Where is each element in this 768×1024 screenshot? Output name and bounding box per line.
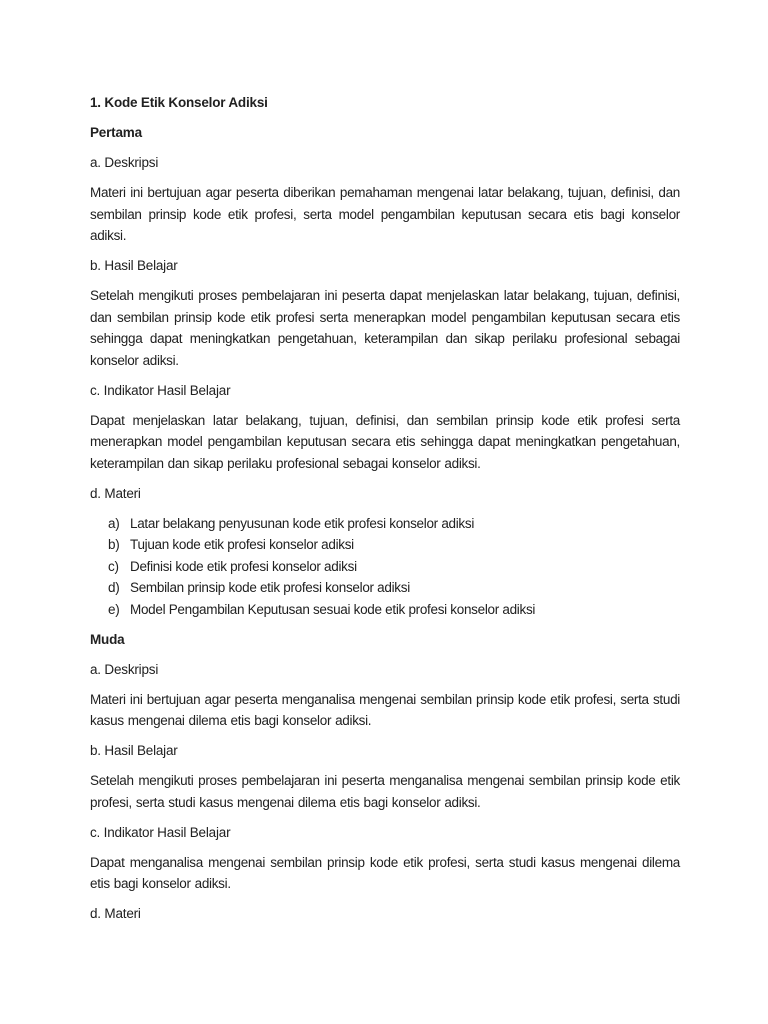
list-item	[108, 513, 680, 535]
list-item	[108, 599, 680, 621]
section-heading-pertama: Pertama	[90, 125, 142, 140]
list-item-text: Model Pengambilan Keputusan sesuai kode etik profesi konselor adiksi	[130, 601, 536, 617]
list-item-marker: a)	[108, 515, 120, 531]
list-item-text: Tujuan kode etik profesi konselor adiksi	[130, 537, 354, 552]
pertama-paragraph-hasil-belajar: Setelah mengikuti proses pembelajaran ini peserta dapat menjelaskan latar belakang, tujuan, definisi, dan sembilan prinsip kode etik profesi serta menerapkan model pengambilan keputusan secara etis sehingga dapat meningkatkan pengetahuan, keterampilan dan sikap perilaku profesional sebagai konselor adiksi.	[90, 288, 680, 368]
muda-subheading-hasil-belajar: b. Hasil Belajar	[90, 743, 178, 758]
pertama-subheading-indikator: c. Indikator Hasil Belajar	[90, 382, 231, 398]
list-item-text: Latar belakang penyusunan kode etik profesi konselor adiksi	[130, 515, 475, 531]
list-item-text: Definisi kode etik profesi konselor adiksi	[130, 558, 357, 574]
pertama-paragraph-deskripsi: Materi ini bertujuan agar peserta diberikan pemahaman mengenai latar belakang, tujuan, definisi, dan sembilan prinsip kode etik profesi, serta model pengambilan keputusan secara etis bagi konselor adiksi.	[90, 185, 680, 243]
muda-subheading-materi: d. Materi	[90, 906, 141, 921]
list-item-text: Sembilan prinsip kode etik profesi konselor adiksi	[130, 580, 410, 595]
list-item	[108, 577, 680, 599]
pertama-paragraph-indikator: Dapat menjelaskan latar belakang, tujuan, definisi, dan sembilan prinsip kode etik profesi serta menerapkan model pengambilan keputusan secara etis sehingga dapat meningkatkan pengetahuan, keterampilan dan sikap perilaku profesional sebagai konselor adiksi.	[90, 412, 680, 471]
document-title: 1. Kode Etik Konselor Adiksi	[90, 95, 268, 110]
pertama-materi-list	[90, 513, 680, 621]
pertama-subheading-materi: d. Materi	[90, 485, 141, 501]
list-item-marker: d)	[108, 580, 120, 595]
list-item-marker: b)	[108, 537, 120, 552]
list-item-marker: e)	[108, 601, 120, 617]
pertama-subheading-deskripsi: a. Deskripsi	[90, 155, 159, 170]
muda-subheading-indikator: c. Indikator Hasil Belajar	[90, 824, 231, 840]
pertama-subheading-hasil-belajar: b. Hasil Belajar	[90, 258, 178, 273]
muda-paragraph-indikator: Dapat menganalisa mengenai sembilan prinsip kode etik profesi, serta studi kasus mengenai dilema etis bagi konselor adiksi.	[90, 854, 680, 891]
list-item	[108, 534, 680, 556]
list-item	[108, 556, 680, 578]
muda-paragraph-hasil-belajar: Setelah mengikuti proses pembelajaran ini peserta menganalisa mengenai sembilan prinsip kode etik profesi, serta studi kasus mengenai dilema etis bagi konselor adiksi.	[90, 773, 680, 810]
muda-subheading-deskripsi: a. Deskripsi	[90, 661, 159, 677]
section-heading-muda: Muda	[90, 631, 125, 647]
list-item-marker: c)	[108, 558, 119, 574]
muda-paragraph-deskripsi: Materi ini bertujuan agar peserta menganalisa mengenai sembilan prinsip kode etik profesi, serta studi kasus mengenai dilema etis bagi konselor adiksi.	[90, 691, 680, 728]
